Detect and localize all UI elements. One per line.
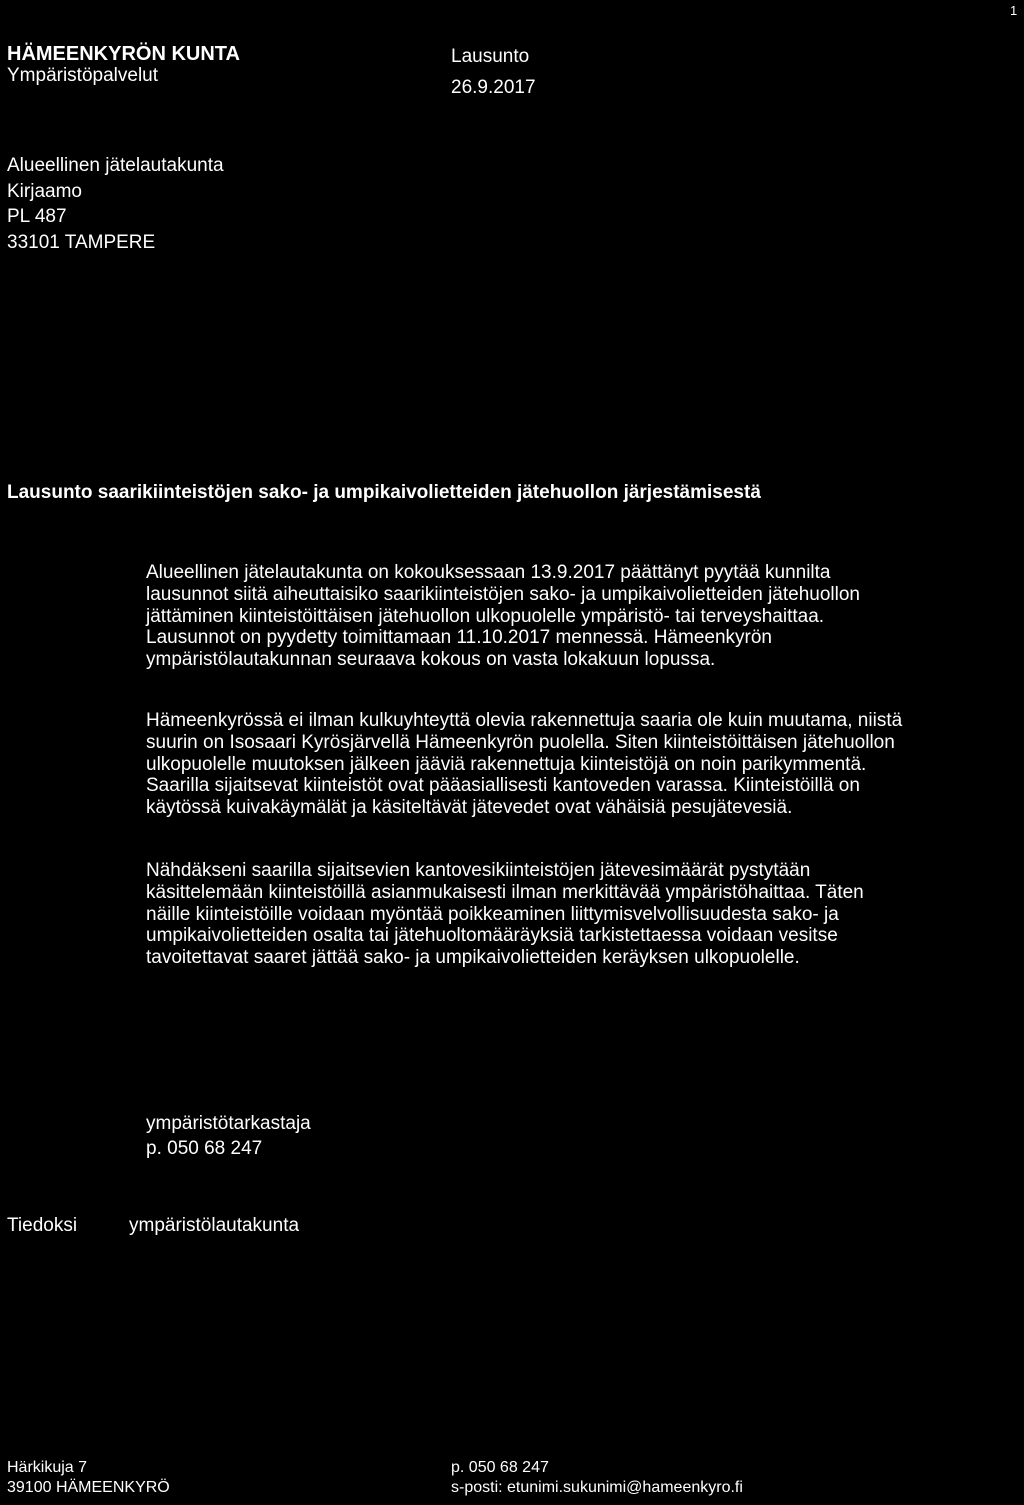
recipient-address (7, 153, 224, 255)
paragraph-line: ulkopuolelle muutoksen jälkeen jääviä rakennettuja kiinteistöjä on noin parikymmentä. (146, 753, 867, 775)
paragraph-line: Alueellinen jätelautakunta on kokouksessaan 13.9.2017 päättänyt pyytää kunnilta (146, 562, 831, 583)
paragraph-line: näille kiinteistöille voidaan myöntää poikkeaminen liittymisvelvollisuudesta sako- ja (146, 903, 839, 925)
document-date: 26.9.2017 (451, 77, 536, 98)
signature-role: ympäristötarkastaja (146, 1113, 311, 1134)
page-number: 1 (1010, 3, 1018, 18)
sender-organization: HÄMEENKYRÖN KUNTA (7, 43, 240, 65)
footer-address-line: 39100 HÄMEENKYRÖ (7, 1479, 170, 1496)
recipient-line: PL 487 (7, 206, 67, 227)
signature-phone: p. 050 68 247 (146, 1138, 263, 1159)
paragraph-line: ympäristölautakunnan seuraava kokous on vasta lokakuun lopussa. (146, 649, 716, 671)
paragraph-line: käsittelemään kiinteistöillä asianmukaisesti ilman merkittävää ympäristöhaittaa. Täten (146, 881, 864, 903)
paragraph-line: tavoitettavat saaret jättää sako- ja umpikaivolietteiden keräyksen ulkopuolelle. (146, 947, 800, 969)
recipient-line: Kirjaamo (7, 180, 82, 202)
document-type: Lausunto (451, 46, 530, 67)
paragraph-line: käytössä kuivakäymälät ja käsiteltävät jätevedet ovat vähäisiä pesujätevesiä. (146, 797, 793, 819)
body-paragraph-3 (146, 860, 1024, 969)
recipient-line: Alueellinen jätelautakunta (7, 155, 224, 176)
paragraph-line: lausunnot siitä aiheuttaisiko saarikiinteistöjen sako- ja umpikaivolietteiden jätehuollon (146, 583, 860, 605)
paragraph-line: umpikaivolietteiden osalta tai jätehuoltomääräyksiä tarkistettaessa voidaan vesitse (146, 925, 838, 947)
body-paragraph-1 (146, 562, 1024, 671)
footer-email: s-posti: etunimi.sukunimi@hameenkyro.fi (451, 1479, 743, 1496)
distribution-label: Tiedoksi (7, 1215, 78, 1236)
footer-address-line: Härkikuja 7 (7, 1459, 88, 1476)
distribution-value: ympäristölautakunta (129, 1215, 300, 1236)
paragraph-line: Lausunnot on pyydetty toimittamaan 11.10.2017 mennessä. Hämeenkyrön (146, 627, 772, 649)
footer-phone: p. 050 68 247 (451, 1459, 549, 1476)
footer-address (7, 1458, 170, 1498)
paragraph-line: Hämeenkyrössä ei ilman kulkuyhteyttä olevia rakennettuja saaria ole kuin muutama, niistä (146, 710, 903, 731)
paragraph-line: jättäminen kiinteistöittäisen jätehuollon ulkopuolelle ympäristö- tai terveyshaittaa. (146, 605, 825, 627)
letter-title: Lausunto saarikiinteistöjen sako- ja umpikaivolietteiden jätehuollon järjestämisestä (7, 482, 761, 503)
signature-block (146, 1111, 311, 1161)
body-paragraph-2 (146, 710, 1024, 819)
paragraph-line: suurin on Isosaari Kyrösjärvellä Hämeenkyrön puolella. Siten kiinteistöittäisen jätehuollon (146, 731, 895, 753)
recipient-line: 33101 TAMPERE (7, 231, 156, 253)
paragraph-line: Nähdäkseni saarilla sijaitsevien kantovesikiinteistöjen jätevesimäärät pystytään (146, 860, 811, 881)
footer-contact (451, 1458, 743, 1498)
sender-department: Ympäristöpalvelut (7, 65, 159, 86)
paragraph-line: Saarilla sijaitsevat kiinteistöt ovat pääasiallisesti kantoveden varassa. Kiinteistöillä on (146, 775, 860, 797)
